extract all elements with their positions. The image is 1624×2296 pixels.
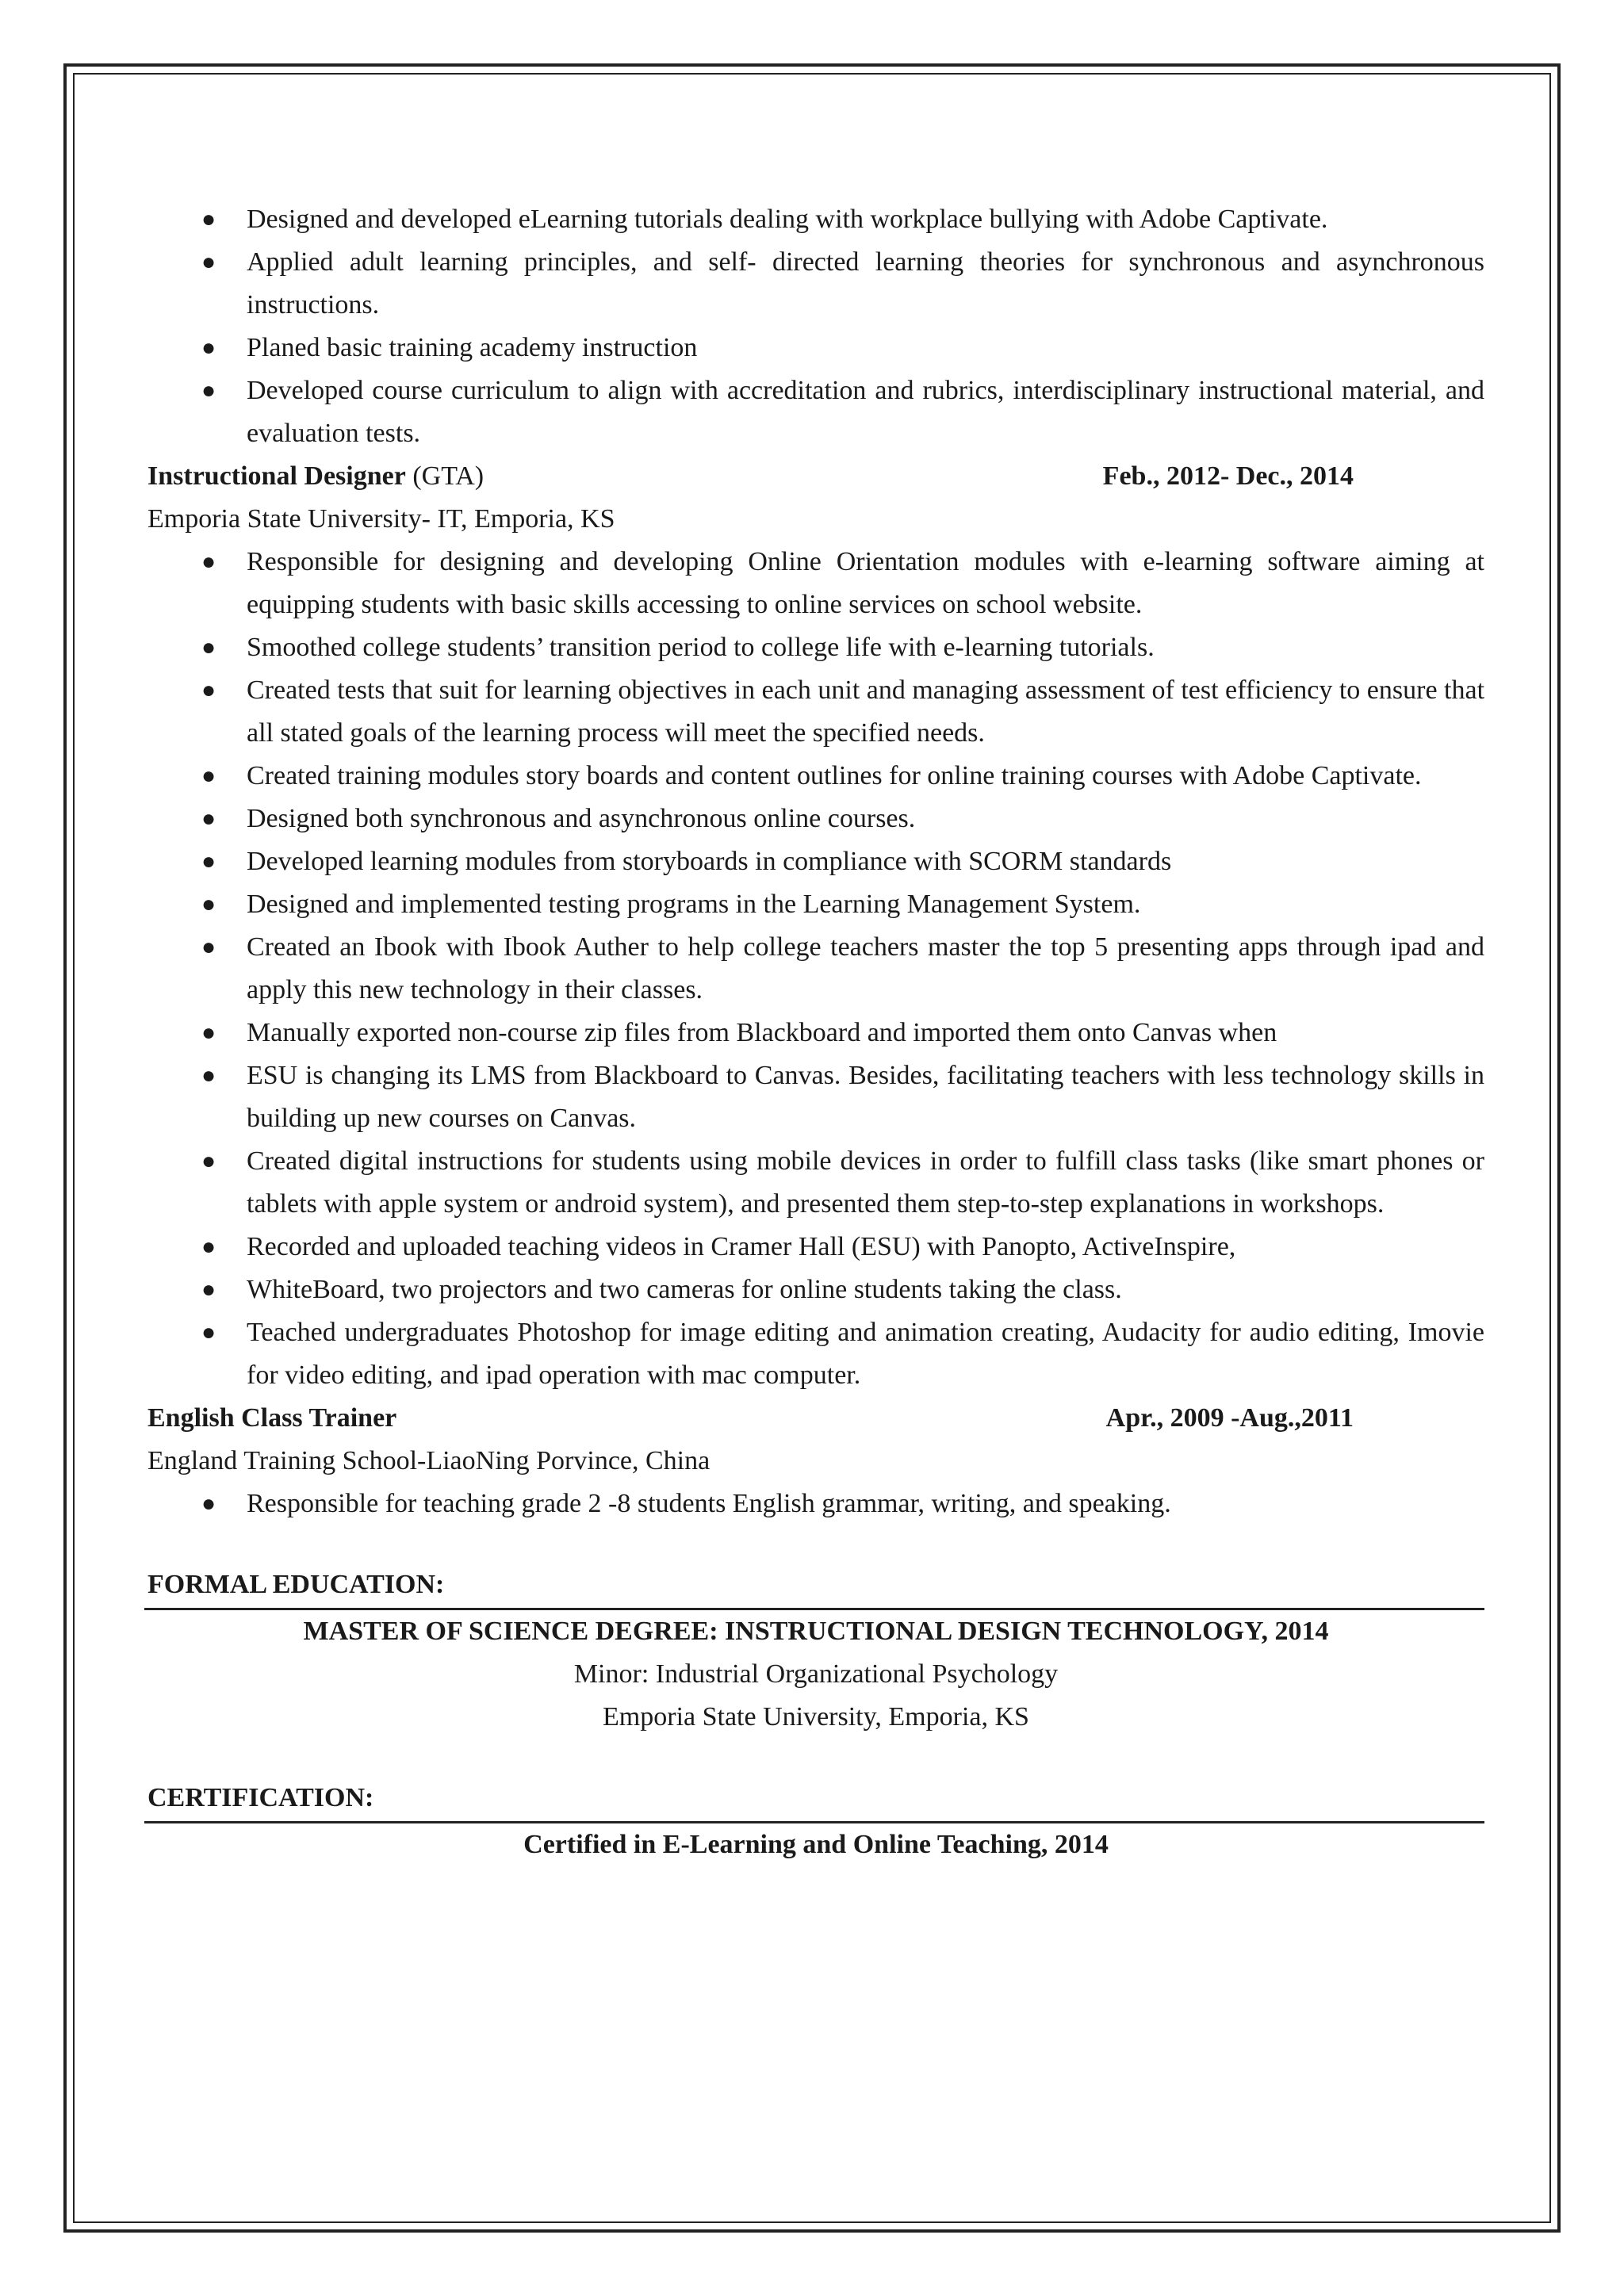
list-item: ● Responsible for teaching grade 2 -8 students English grammar, writing, and speaking. <box>147 1483 1484 1525</box>
bullet-icon: ● <box>201 848 216 874</box>
job-header <box>147 1397 1484 1440</box>
bullet-icon: ● <box>201 377 216 404</box>
bullet-icon: ● <box>201 634 216 660</box>
bullet-icon: ● <box>201 249 216 275</box>
list-item: ● Responsible for designing and developing Online Orientation modules with e-learning software aiming at equipping students with basic skills accessing to online services on school website. <box>147 541 1484 626</box>
bullet-icon: ● <box>201 677 216 703</box>
job-dates: Apr., 2009 -Aug.,2011 <box>1105 1403 1354 1433</box>
job-dates: Feb., 2012- Dec., 2014 <box>1102 461 1354 491</box>
bullet-icon: ● <box>201 763 216 789</box>
list-item: ● Smoothed college students’ transition period to college life with e-learning tutorials. <box>147 626 1484 669</box>
degree-title: MASTER OF SCIENCE DEGREE: INSTRUCTIONAL DESIGN TECHNOLOGY, 2014 <box>303 1617 1329 1646</box>
list-item: ● Created training modules story boards and content outlines for online training courses with Adobe Captivate. <box>147 755 1484 798</box>
list-item: ● Planed basic training academy instruction <box>147 327 1484 369</box>
bullet-icon: ● <box>201 549 216 575</box>
list-item: ● Created tests that suit for learning objectives in each unit and managing assessment of test efficiency to ensure that all stated goals of the learning process will meet the specified needs. <box>147 669 1484 755</box>
bullet-icon: ● <box>201 806 216 832</box>
list-item: ● Created digital instructions for students using mobile devices in order to fulfill class tasks (like smart phones or tablets with apple system or android system), and presented them step-to-step explanations in workshops. <box>147 1140 1484 1226</box>
job-header <box>147 455 1484 498</box>
bullet-icon: ● <box>201 206 216 232</box>
list-item: ● ESU is changing its LMS from Blackboard to Canvas. Besides, facilitating teachers with less technology skills in building up new courses on Canvas. <box>147 1054 1484 1140</box>
certification-heading: CERTIFICATION: <box>147 1783 374 1812</box>
bullet-icon: ● <box>201 1062 216 1089</box>
bullet-icon: ● <box>201 891 216 917</box>
list-item: ● Teached undergraduates Photoshop for image editing and animation creating, Audacity for audio editing, Imovie for video editing, and ipad operation with mac computer. <box>147 1311 1484 1397</box>
list-item: ● Developed course curriculum to align with accreditation and rubrics, interdisciplinary instructional material, and evaluation tests. <box>147 369 1484 455</box>
certification-item: Certified in E-Learning and Online Teaching, 2014 <box>523 1830 1109 1859</box>
job-bullet-list <box>147 1483 1484 1525</box>
bullet-icon: ● <box>201 934 216 960</box>
education-heading: FORMAL EDUCATION: <box>147 1570 445 1599</box>
list-item: ● Designed and implemented testing programs in the Learning Management System. <box>147 883 1484 926</box>
job-title: Instructional Designer (GTA) <box>147 461 485 491</box>
list-item: ● Manually exported non-course zip files from Blackboard and imported them onto Canvas when <box>147 1012 1484 1054</box>
bullet-icon: ● <box>201 1490 216 1517</box>
list-item: ● Designed both synchronous and asynchronous online courses. <box>147 798 1484 840</box>
list-item: ● Designed and developed eLearning tutorials dealing with workplace bullying with Adobe Captivate. <box>147 198 1484 241</box>
list-item: ● Recorded and uploaded teaching videos in Cramer Hall (ESU) with Panopto, ActiveInspire, <box>147 1226 1484 1269</box>
job-title: English Class Trainer <box>147 1403 397 1433</box>
bullet-icon: ● <box>201 1020 216 1046</box>
intro-bullet-list <box>147 198 1484 455</box>
list-item: ● Developed learning modules from storyboards in compliance with SCORM standards <box>147 840 1484 883</box>
bullet-icon: ● <box>201 1319 216 1345</box>
bullet-icon: ● <box>201 1148 216 1174</box>
bullet-icon: ● <box>201 1234 216 1260</box>
resume-page <box>147 198 1484 1866</box>
job-bullet-list <box>147 541 1484 1397</box>
job-organization: Emporia State University- IT, Emporia, KS <box>147 504 615 534</box>
bullet-icon: ● <box>201 1276 216 1303</box>
list-item: ● Applied adult learning principles, and self- directed learning theories for synchronous and asynchronous instructions. <box>147 241 1484 327</box>
degree-minor: Minor: Industrial Organizational Psychology <box>573 1659 1059 1689</box>
job-organization: England Training School-LiaoNing Porvince, China <box>147 1446 710 1475</box>
list-item: ● Created an Ibook with Ibook Auther to help college teachers master the top 5 presenting apps through ipad and apply this new technology in their classes. <box>147 926 1484 1012</box>
list-item: ● WhiteBoard, two projectors and two cameras for online students taking the class. <box>147 1269 1484 1311</box>
bullet-icon: ● <box>201 335 216 361</box>
degree-school: Emporia State University, Emporia, KS <box>603 1702 1029 1732</box>
